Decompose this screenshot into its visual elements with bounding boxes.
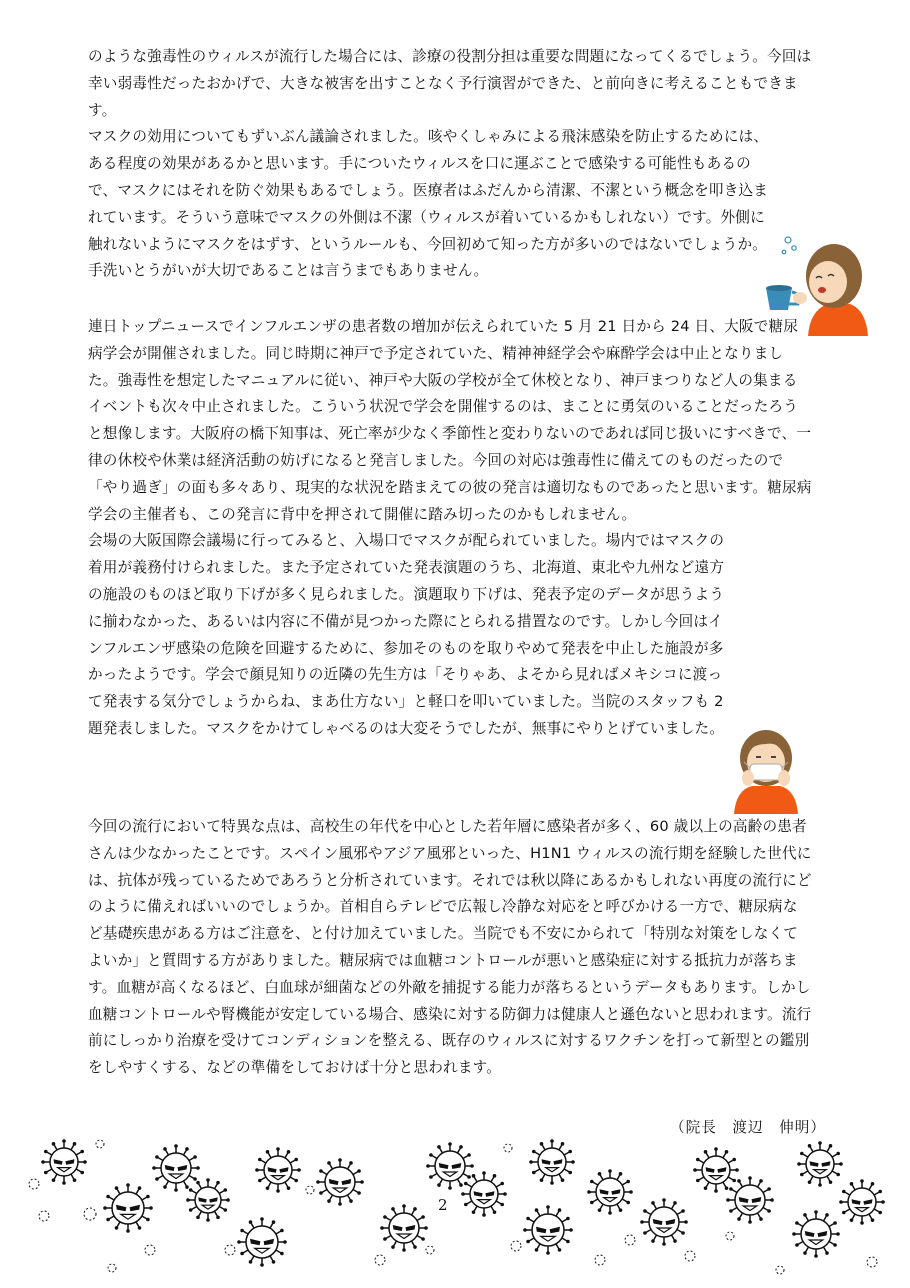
virus-icon <box>316 1158 364 1206</box>
virus-icon <box>726 1176 774 1224</box>
dotted-circle-icon <box>726 1232 734 1240</box>
dotted-circle-icon <box>504 1144 512 1152</box>
virus-icon <box>523 1205 573 1255</box>
virus-icon <box>237 1217 287 1267</box>
virus-icon <box>797 1141 843 1187</box>
virus-icon <box>792 1210 840 1258</box>
virus-icon <box>152 1144 200 1192</box>
virus-icon <box>41 1139 87 1185</box>
dotted-circle-icon <box>39 1211 49 1221</box>
paragraph: 今回の流行において特異な点は、高校生の年代を中心とした若年層に感染者が多く、60 歳以上の高齢の患者さんは少なかったことです。スペイン風邪やアジア風邪といった、H1N1 ウィルスの流行期を経験した世代には、抗体が残っているためであろうと分析されています。それでは秋以降にあるかもしれない再度の流行にどのように備えればいいのでしょうか。首相自らテレビで広報し冷静な対応をと呼びかける一方で、糖尿病など基礎疾患がある方はご注意を、と付け加えていました。当院でも不安にかられて「特別な対策をしなくてよいか」と質問する方がありました。糖尿病では血糖コントロールが悪いと感染症に対する抵抗力が落ちます。血糖が高くなるほど、白血球が細菌などの外敵を捕捉する能力が落ちるというデータもあります。しかし血糖コントロールや腎機能が安定している場合、感染に対する防御力は健康人と遜色ないと思われます。流行前にしっかり治療を受けてコンディションを整える、既存のウィルスに対するワクチンを打って新型との鑑別をしやすくする、などの準備をしておけば十分と思われます。 <box>88 818 812 1077</box>
article-section-conference <box>88 314 812 743</box>
masked-child-illustration <box>730 728 802 814</box>
virus-icon <box>839 1179 885 1225</box>
article-section-masks <box>88 44 812 285</box>
virus-icon <box>103 1183 153 1233</box>
paragraph: 手洗いとうがいが大切であることは言うまでもありません。 <box>88 262 489 280</box>
dotted-circle-icon <box>776 1266 784 1274</box>
virus-border-decoration <box>0 1130 910 1288</box>
article-section-preparation <box>88 814 812 1082</box>
dotted-circle-icon <box>108 1264 116 1272</box>
virus-icon <box>529 1139 575 1185</box>
dotted-circle-icon <box>685 1251 695 1261</box>
dotted-circle-icon <box>84 1208 96 1220</box>
dotted-circle-icon <box>426 1246 434 1254</box>
paragraph: のような強毒性のウィルスが流行した場合には、診療の役割分担は重要な問題になってくるでしょう。今回は幸い弱毒性だったおかげで、大きな被害を出すことなく予行演習ができた、と前向きに考えることもできます。 <box>88 48 812 119</box>
dotted-circle-icon <box>595 1255 605 1265</box>
virus-icon <box>255 1147 301 1193</box>
dotted-circle-icon <box>96 1140 104 1148</box>
dotted-circle-icon <box>29 1179 39 1189</box>
author-signature: （院長 渡辺 伸明） <box>670 1119 826 1136</box>
dotted-circle-icon <box>511 1241 521 1251</box>
dotted-circle-icon <box>625 1235 635 1245</box>
paragraph: マスクの効用についてもずいぶん議論されました。咳やくしゃみによる飛沫感染を防止するためには、ある程度の効果があるかと思います。手についたウィルスを口に運ぶことで感染する可能性もあるので、マスクにはそれを防ぐ効果もあるでしょう。医療者はふだんから清潔、不潔という概念を叩き込まれています。そういう意味でマスクの外側は不潔（ウィルスが着いているかもしれない）です。外側に触れないようにマスクをはずす、というルールも、今回初めて知った方が多いのではないでしょうか。 <box>88 128 769 253</box>
dotted-circle-icon <box>867 1257 877 1267</box>
virus-icon <box>380 1204 428 1252</box>
virus-icon <box>693 1147 739 1193</box>
page-number: 2 <box>438 1196 448 1214</box>
virus-icon <box>640 1198 688 1246</box>
paragraph: 連日トップニュースでインフルエンザの患者数の増加が伝えられていた 5 月 21 日から 24 日、大阪で糖尿病学会が開催されました。同じ時期に神戸で予定されていた、精神神経学会や麻酔学会は中止となりました。強毒性を想定したマニュアルに従い、神戸や大阪の学校が全て休校となり、神戸まつりなど人の集まるイベントも次々中止されました。こういう状況で学会を開催するのは、まことに勇気のいることだったろうと想像します。大阪府の橋下知事は、死亡率が少なく季節性と変わりないのであれば同じ扱いにすべきで、一律の休校や休業は経済活動の妨げになると発言しました。今回の対応は強毒性に備えてのものだったので「やり過ぎ」の面も多々あり、現実的な状況を踏まえての彼の発言は適切なものであったと思います。糖尿病学会の主催者も、この発言に背中を押されて開催に踏み切ったのかもしれません。 <box>88 318 812 523</box>
virus-icon <box>587 1169 633 1215</box>
virus-icon <box>186 1178 230 1222</box>
paragraph: 会場の大阪国際会議場に行ってみると、入場口でマスクが配られていました。場内ではマスクの着用が義務付けられました。また予定されていた発表演題のうち、北海道、東北や九州など遠方の施設のものほど取り下げが多く見られました。演題取り下げは、発表予定のデータが思うように揃わなかった、あるいは内容に不備が見つかった際にとられる措置なのです。しかし今回はインフルエンザ感染の危険を回避するために、参加そのものを取りやめて発表を中止した施設が多かったようです。学会で顔見知りの近隣の先生方は「そりゃあ、よそから見ればメキシコに渡って発表する気分でしょうからね、まあ仕方ない」と軽口を叩いていました。当院のスタッフも 2 題発表しました。マスクをかけてしゃべるのは大変そうでしたが、無事にやりとげていました。 <box>88 532 725 737</box>
dotted-circle-icon <box>225 1245 235 1255</box>
dotted-circle-icon <box>306 1186 314 1194</box>
dotted-circle-icon <box>145 1245 155 1255</box>
dotted-circle-icon <box>375 1255 385 1265</box>
